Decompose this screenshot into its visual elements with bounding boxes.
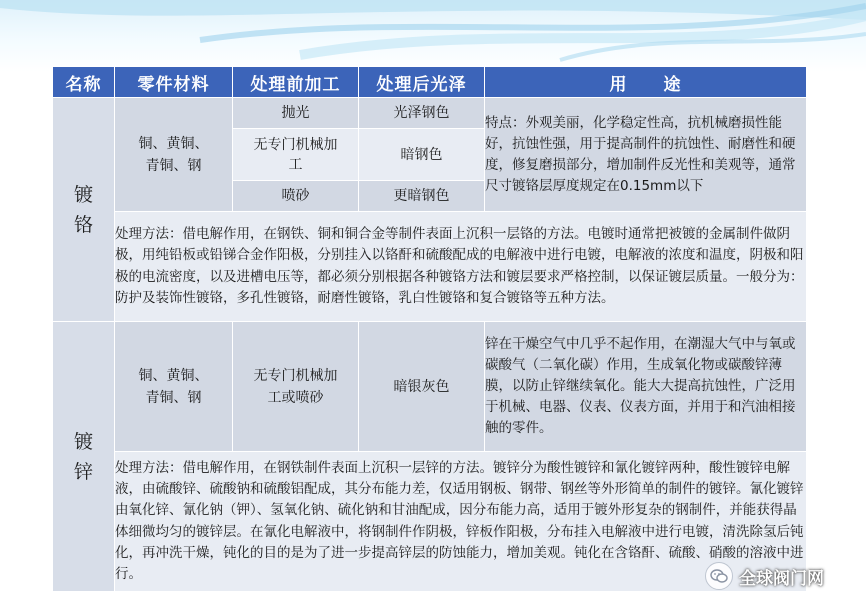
chrome-pre-2: 喷砂 — [233, 181, 359, 212]
header-material: 零件材料 — [115, 67, 233, 98]
zinc-material: 铜、黄铜、 青铜、钢 — [138, 367, 209, 406]
zinc-use: 锌在干燥空气中几乎不起作用，在潮湿大气中与氧或碳酸气（二氧化碳）作用，生成氧化物或碳酸锌薄膜，以防止锌继续氧化。能大大提高抗蚀性，广泛用于机械、电器、仪表、仪表方面，并用于和汽油相接触的零件。 — [485, 322, 807, 452]
zinc-material-cell — [115, 322, 233, 452]
zinc-method: 处理方法：借电解作用，在钢铁制件表面上沉积一层锌的方法。镀锌分为酸性镀锌和氰化镀锌两种，酸性镀锌电解液，由硫酸锌、硫酸钠和硫酸铝配成，其分布能力差，仅适用钢板、钢带、钢丝等外形简单的制件的镀锌。氰化镀锌由氧化锌、氰化钠（钾）、氢氧化钠、硫化钠和甘油配成，因分布能力高，适用于镀外形复杂的钢制件，并能获得晶体细微均匀的镀锌层。在氰化电解液中，将钢制件作阴极，锌板作阳极，分布挂入电解液中进行电镀，清洗除氢后钝化，再冲洗干燥，钝化的目的是为了进一步提高锌层的防蚀能力，增加美观。钝化在含铬酐、硫酸、硝酸的溶液中进行。 — [115, 452, 807, 592]
header-pre-process: 处理前加工 — [233, 67, 359, 98]
chrome-method: 处理方法：借电解作用，在钢铁、铜和铜合金等制件表面上沉积一层铬的方法。电镀时通常把被镀的金属制件做阴极，用纯铅板或铅锑合金作阳极，分别挂入以铬酐和硫酸配成的电解液中进行电镀，电解液的浓度和温度，阴极和阳极的电流密度，以及进槽电压等，都必须分别根据各种镀铬方法和镀层要求严格控制，以保证镀层质量。一般分为：防护及装饰性镀铬，多孔性镀铬，耐磨性镀铬，乳白性镀铬和复合镀铬等五种方法。 — [115, 212, 807, 322]
chrome-material: 铜、黄铜、 青铜、钢 — [138, 135, 209, 174]
table-row — [53, 212, 807, 322]
chrome-post-0: 光泽钢色 — [359, 98, 485, 129]
watermark-text: 全球阀门网 — [739, 568, 824, 589]
table-row — [53, 322, 807, 452]
chrome-pre-0: 抛光 — [233, 98, 359, 129]
chrome-name-cell — [53, 98, 115, 322]
header-row — [53, 67, 807, 98]
zinc-name-cell — [53, 322, 115, 592]
plating-table — [52, 66, 807, 592]
chrome-material-cell — [115, 98, 233, 212]
wave-decoration — [0, 0, 866, 72]
zinc-post: 暗银灰色 — [359, 322, 485, 452]
chrome-name: 镀 铬 — [73, 183, 93, 236]
chrome-post-1: 暗钢色 — [359, 129, 485, 181]
header-post-luster: 处理后光泽 — [359, 67, 485, 98]
header-use: 用 途 — [485, 67, 807, 98]
zinc-pre: 无专门机械加 工或喷砂 — [253, 367, 338, 406]
chrome-pre-1: 无专门机械加 工 — [253, 136, 338, 173]
chrome-post-2: 更暗钢色 — [359, 181, 485, 212]
table-row — [53, 452, 807, 592]
header-name: 名称 — [53, 67, 115, 98]
zinc-pre-cell — [233, 322, 359, 452]
wechat-icon — [705, 562, 733, 590]
zinc-name: 镀 锌 — [73, 430, 93, 483]
watermark — [705, 560, 845, 592]
table-row — [53, 98, 807, 129]
chrome-use: 特点：外观美丽，化学稳定性高，抗机械磨损性能好，抗蚀性强，用于提高制件的抗蚀性、耐磨性和硬度，修复磨损部分，增加制件反光性和美观等，通常尺寸镀铬层厚度规定在0.15mm以下 — [485, 98, 807, 212]
chrome-pre-1-cell — [233, 129, 359, 181]
decorative-banner — [0, 0, 866, 72]
